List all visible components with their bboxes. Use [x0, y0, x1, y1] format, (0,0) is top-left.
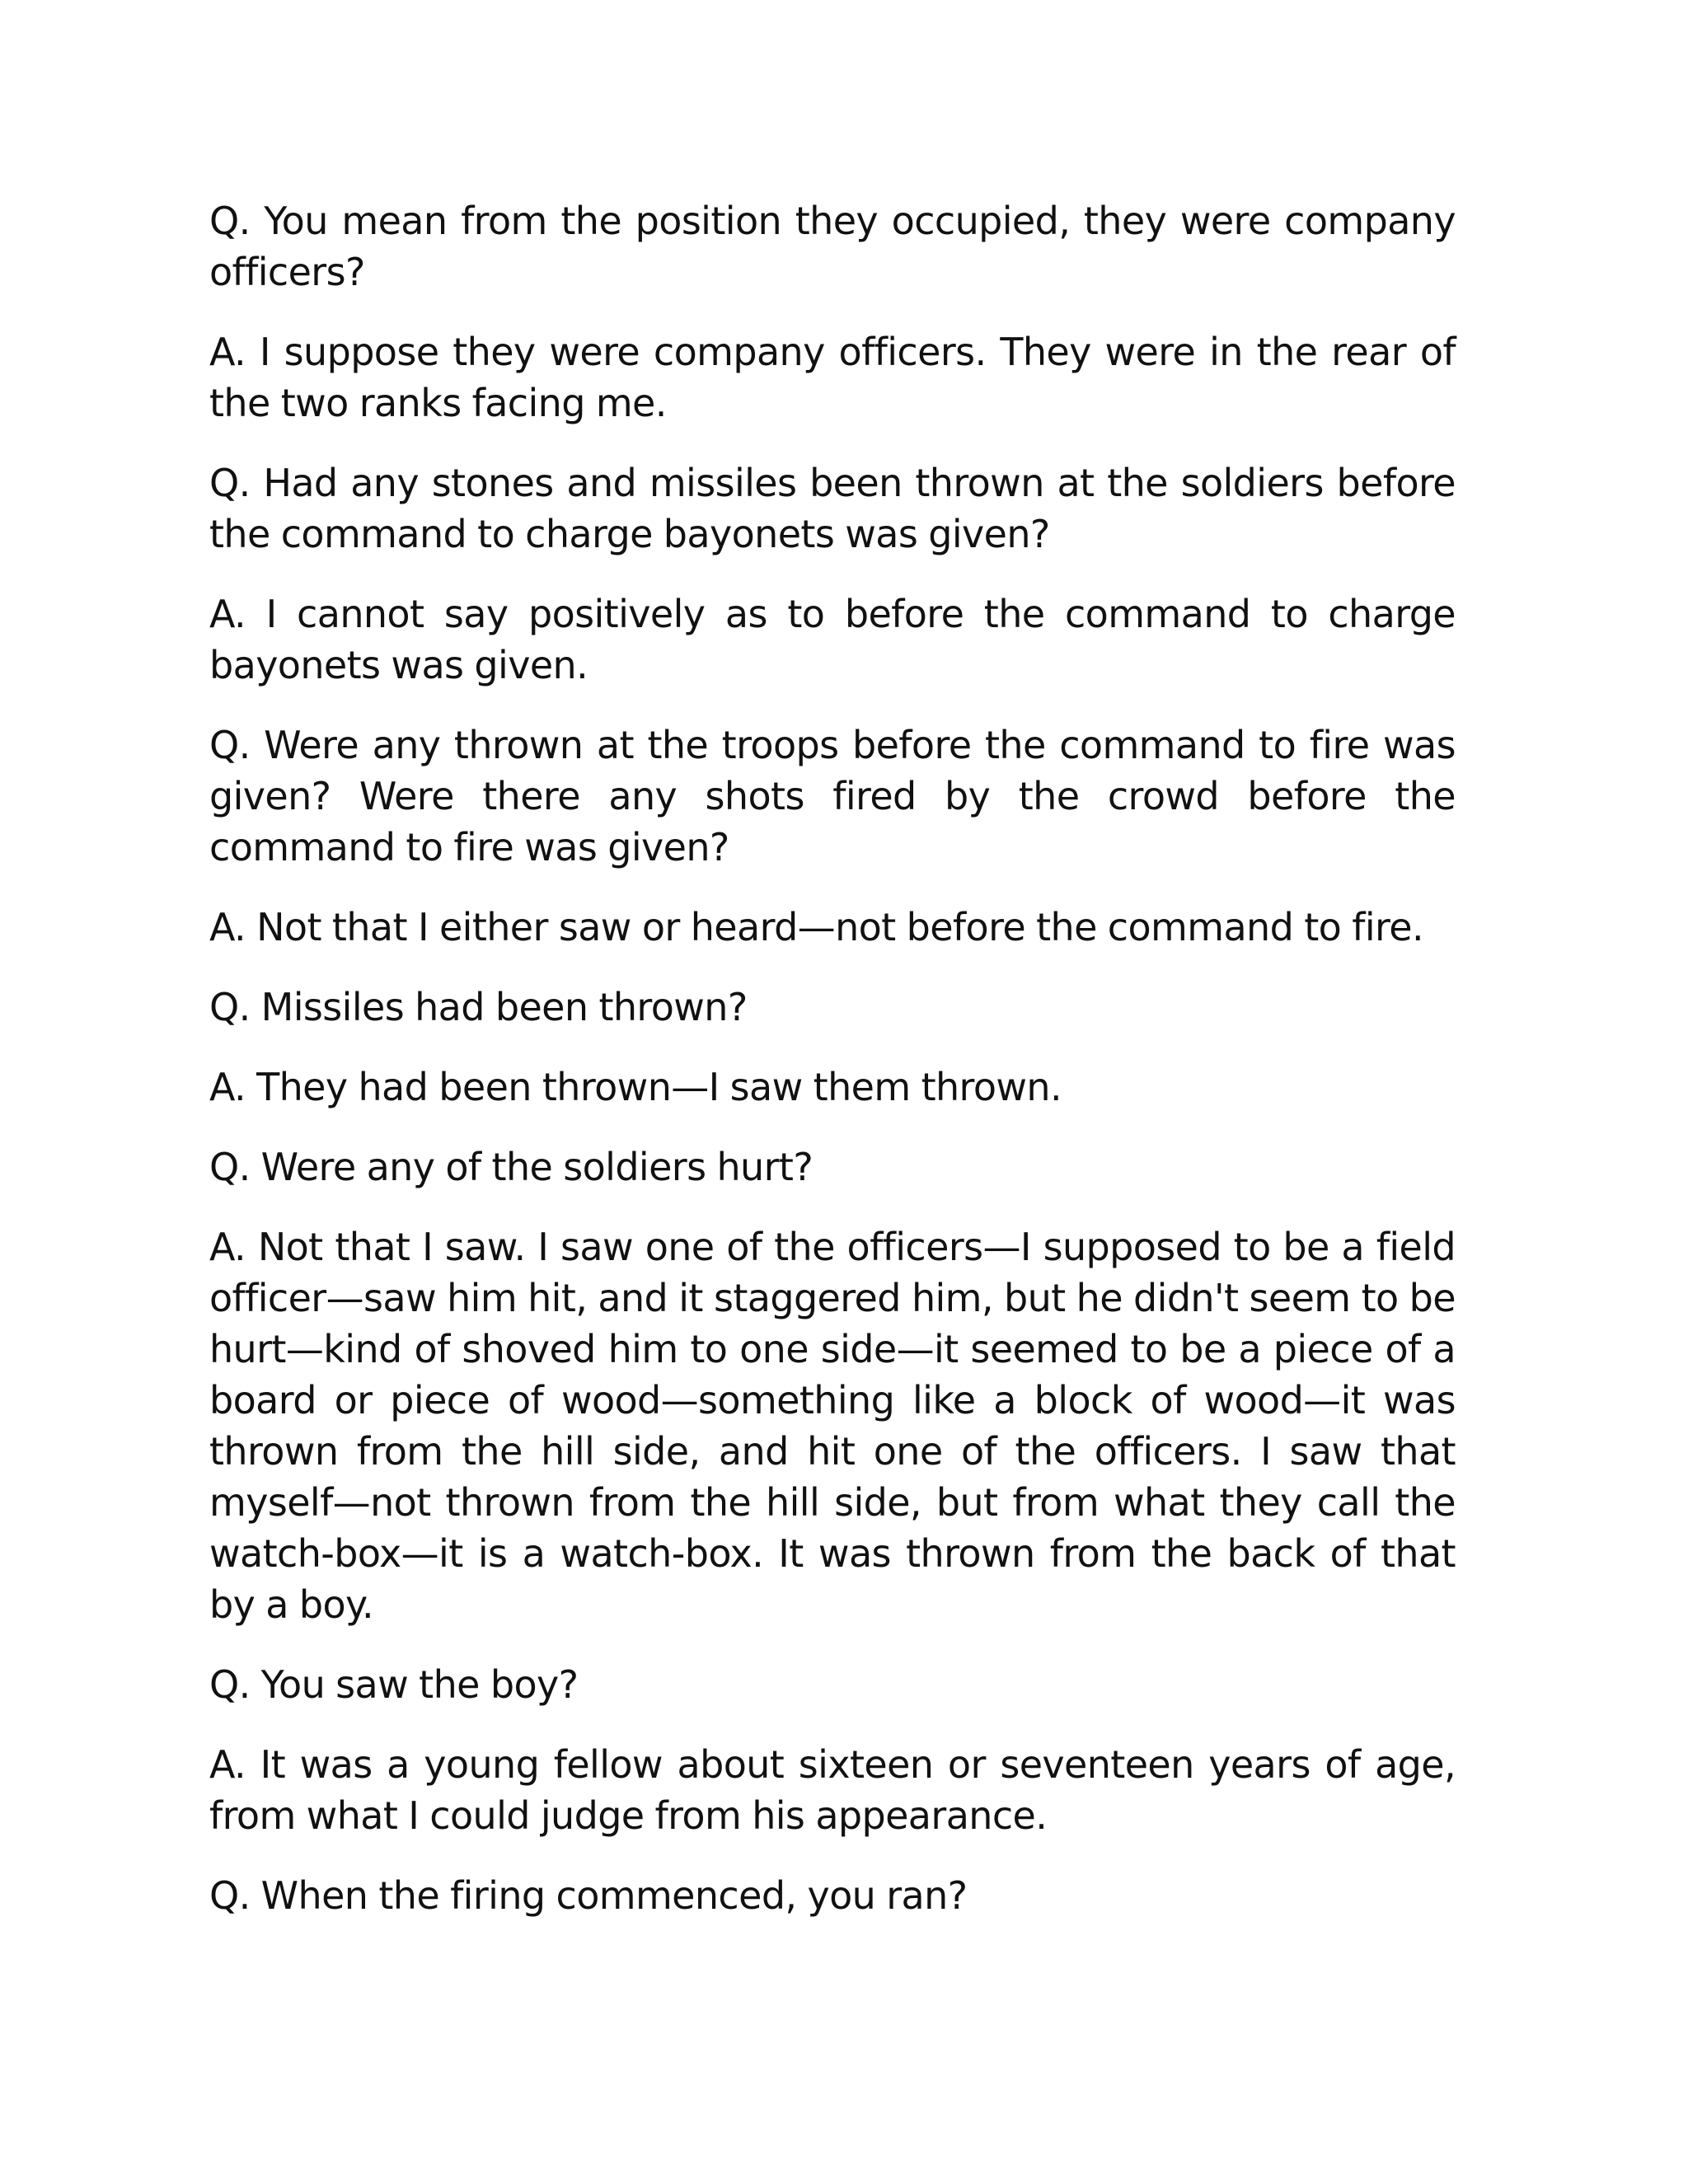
paragraph-question: Q. Missiles had been thrown? [209, 985, 748, 1029]
paragraph-question: Q. Had any stones and missiles been thrown at the soldiers before the command to charge bayonets was given? [209, 461, 1456, 556]
paragraph-answer: A. Not that I saw. I saw one of the officers—I supposed to be a field officer—saw him hit, and it staggered him, but he didn't seem to be hurt—kind of shoved him to one side—it seemed to be a piece of a board or piece of wood—something like a block of wood—it was thrown from the hill side, and hit one of the officers. I saw that myself—not thrown from the hill side, but from what they call the watch-box—it is a watch-box. It was thrown from the back of that by a boy. [209, 1225, 1456, 1627]
testimony-text [209, 195, 1456, 1950]
paragraph-answer: A. It was a young fellow about sixteen or seventeen years of age, from what I could judge from his appearance. [209, 1742, 1456, 1838]
paragraph-question: Q. You mean from the position they occupied, they were company officers? [209, 199, 1456, 294]
paragraph-answer: A. Not that I either saw or heard—not before the command to fire. [209, 905, 1424, 949]
paragraph-answer: A. They had been thrown—I saw them thrown. [209, 1065, 1062, 1109]
paragraph-question: Q. You saw the boy? [209, 1662, 579, 1707]
paragraph-answer: A. I cannot say positively as to before the command to charge bayonets was given. [209, 592, 1456, 687]
paragraph-question: Q. Were any of the soldiers hurt? [209, 1145, 814, 1189]
paragraph-answer: A. I suppose they were company officers. They were in the rear of the two ranks facing me. [209, 330, 1456, 425]
paragraph-question: Q. When the firing commenced, you ran? [209, 1873, 968, 1918]
paragraph-question: Q. Were any thrown at the troops before the command to fire was given? Were there any shots fired by the crowd before the command to fire was given? [209, 723, 1456, 869]
